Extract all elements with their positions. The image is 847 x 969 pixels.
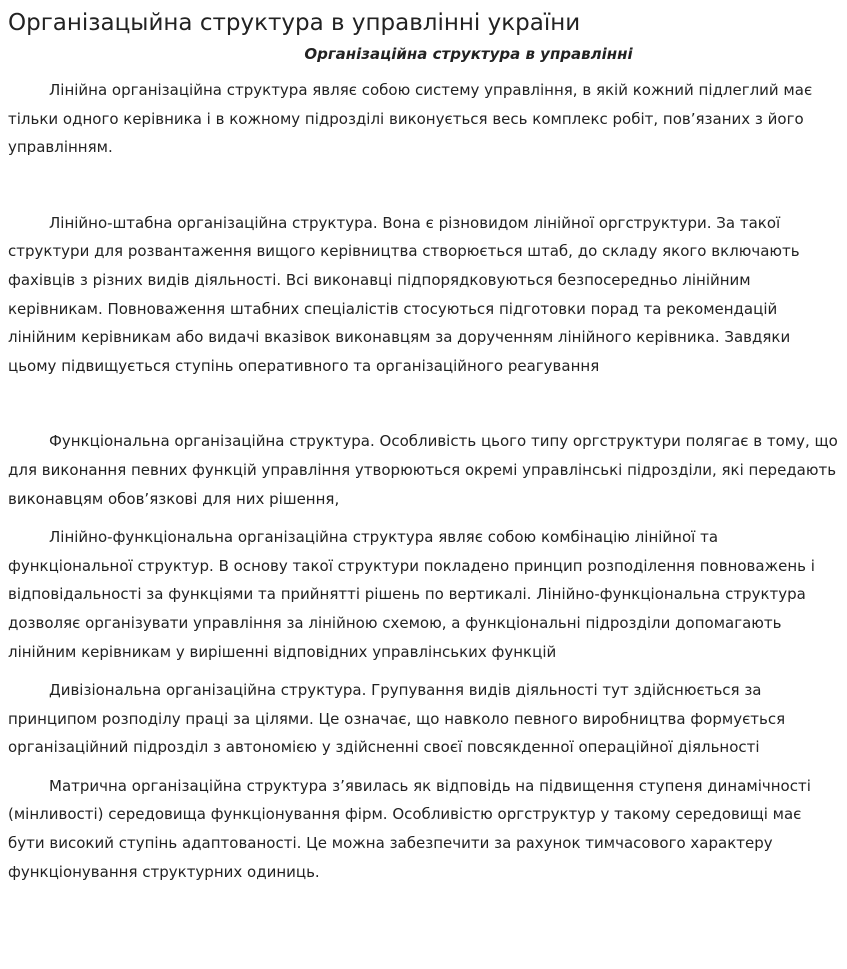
section-subtitle: Організаційна структура в управлінні	[304, 45, 633, 63]
page-title: Організацыйна структура в управлінні україни	[8, 10, 581, 36]
paragraph-functional-structure: Функціональна організаційна структура. Особливість цього типу оргструктури полягає в тому, що для виконання певних функцій управління утворюються окремі управлінські підрозділи, які передають виконавцям обов’язкові для них рішення,	[8, 432, 838, 508]
paragraph-linear-staff-structure: Лінійно-штабна організаційна структура. Вона є різновидом лінійної оргструктури. За такої структури для розвантаження вищого керівництва створюється штаб, до складу якого включають фахівців з різних видів діяльності. Всі виконавці підпорядковуються безпосередньо лінійним керівникам. Повноваження штабних спеціалістів стосуються підготовки порад та рекомендацій лінійним керівникам або видачі вказівок виконавцям за дорученням лінійного керівника. Завдяки цьому підвищується ступінь оперативного та організаційного реагування	[8, 213, 800, 375]
paragraph-matrix-structure: Матрична організаційна структура з’явилась як відповідь на підвищення ступеня динамічності (мінливості) середовища функціонування фірм. Особливістю оргструктур у такому середовищі має бути високий ступінь адаптованості. Це можна забезпечити за рахунок тимчасового характеру функціонування структурних одиниць.	[8, 776, 811, 881]
paragraph-linear-structure: Лінійна організаційна структура являє собою систему управління, в якій кожний підлеглий має тільки одного керівника і в кожному підрозділі виконується весь комплекс робіт, пов’язаних з його управлінням.	[8, 81, 813, 157]
paragraph-divisional-structure: Дивізіональна організаційна структура. Групування видів діяльності тут здійснюється за принципом розподілу праці за цілями. Це означає, що навколо певного виробництва формується організаційний підрозділ з автономією у здійсненні своєї повсякденної операційної діяльності	[8, 681, 786, 757]
paragraph-linear-functional-structure: Лінійно-функціональна організаційна структура являє собою комбінацію лінійної та функціональної структур. В основу такої структури покладено принцип розподілення повноважень і відповідальності за функціями та прийнятті рішень по вертикалі. Лінійно-функціональна структура дозволяє організувати управління за лінійною схемою, а функціональні підрозділи допомагають лінійним керівникам у вирішенні відповідних управлінських функцій	[8, 528, 815, 661]
